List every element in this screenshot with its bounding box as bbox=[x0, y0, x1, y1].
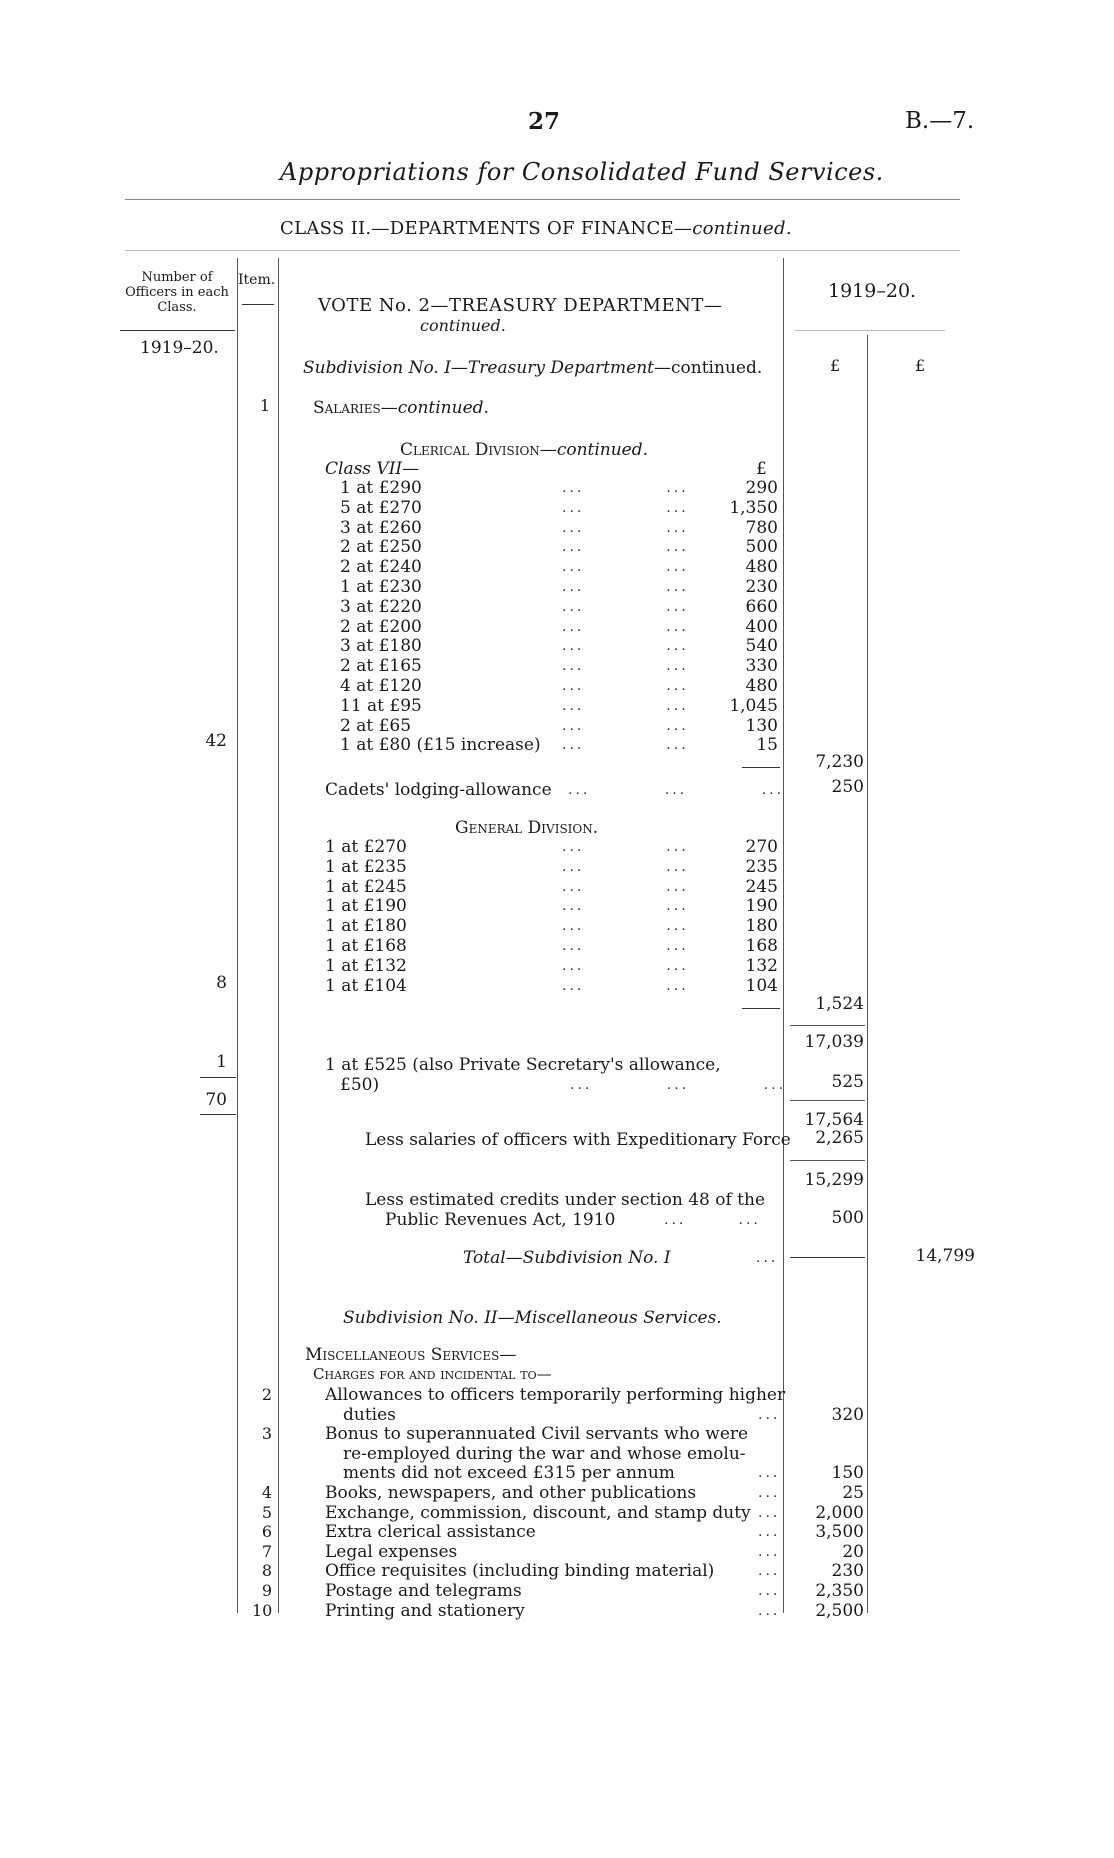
subdivision-1-heading: Subdivision No. I—Treasury Department—continued. bbox=[303, 358, 763, 378]
class-heading: CLASS II.—DEPARTMENTS OF FINANCE—continued. bbox=[280, 218, 792, 239]
vote-continued: continued. bbox=[420, 316, 506, 335]
misc-item-amount: 320 bbox=[831, 1404, 864, 1425]
clerical-row-label: 5 at £270 bbox=[340, 497, 422, 518]
leader-dots: ... ... bbox=[562, 977, 689, 994]
clerical-total: 7,230 bbox=[815, 752, 864, 772]
general-row-amount: 235 bbox=[745, 856, 778, 877]
clerical-row-amount: 400 bbox=[745, 616, 778, 637]
misc-item-number: 7 bbox=[261, 1541, 272, 1561]
total-officers-rule bbox=[200, 1114, 236, 1115]
clerical-row-label: 4 at £120 bbox=[340, 676, 422, 696]
leader-dots: ... ... bbox=[562, 918, 689, 935]
leader-dots: ... ... bbox=[562, 898, 689, 915]
misc-item-amount: 3,500 bbox=[815, 1522, 864, 1543]
total-subdivision-1-rule bbox=[790, 1257, 865, 1258]
private-secretary-officer-count: 1 bbox=[216, 1052, 227, 1072]
leader-dots: ... ... bbox=[562, 658, 689, 675]
salaries-heading: Salaries—continued. bbox=[313, 398, 489, 418]
misc-item-label: duties bbox=[343, 1404, 396, 1425]
misc-item-label: ments did not exceed £315 per annum bbox=[343, 1463, 675, 1484]
clerical-row-label: 2 at £200 bbox=[340, 616, 422, 637]
misc-item-label: Extra clerical assistance bbox=[325, 1522, 536, 1543]
misc-item-amount: 230 bbox=[831, 1561, 864, 1582]
misc-item-number: 9 bbox=[261, 1581, 272, 1600]
general-total-rule bbox=[742, 1008, 780, 1009]
clerical-division-heading: Clerical Division—continued. bbox=[400, 440, 649, 460]
misc-item-number: 2 bbox=[261, 1385, 272, 1404]
leader-dots: ... ... bbox=[562, 638, 689, 655]
misc-item-amount: 20 bbox=[842, 1541, 864, 1562]
total-subdivision-1-label: Total—Subdivision No. I bbox=[463, 1248, 671, 1268]
private-secretary-leader-dots: ... ... ... bbox=[570, 1077, 787, 1093]
leader-dots: ... ... bbox=[562, 858, 689, 875]
subtotal-2: 17,564 bbox=[804, 1110, 864, 1130]
leader-dots: ... bbox=[758, 1524, 781, 1541]
leader-dots: ... ... bbox=[562, 598, 689, 615]
misc-item-label: Printing and stationery bbox=[325, 1600, 525, 1621]
total-subdivision-1-amount: 14,799 bbox=[915, 1246, 975, 1266]
clerical-row-amount: 480 bbox=[745, 676, 778, 696]
misc-item-amount: 150 bbox=[831, 1463, 864, 1484]
clerical-row-label: 2 at £240 bbox=[340, 557, 422, 578]
general-row-label: 1 at £245 bbox=[325, 876, 407, 897]
general-row-amount: 190 bbox=[745, 896, 778, 917]
misc-item-number: 5 bbox=[261, 1502, 272, 1522]
leader-dots: ... ... bbox=[562, 697, 689, 714]
less-credits-leader-dots: ... ... bbox=[664, 1212, 761, 1228]
general-row-label: 1 at £180 bbox=[325, 916, 407, 937]
clerical-row-label: 1 at £290 bbox=[340, 478, 422, 498]
misc-item-amount: 2,000 bbox=[815, 1502, 864, 1523]
misc-item-number: 3 bbox=[261, 1424, 272, 1444]
clerical-row-label: 11 at £95 bbox=[340, 695, 422, 716]
clerical-row-label: 2 at £250 bbox=[340, 537, 422, 558]
clerical-row-amount: 480 bbox=[745, 557, 778, 578]
misc-item-label: re-employed during the war and whose emolu- bbox=[343, 1443, 746, 1464]
misc-item-amount: 2,500 bbox=[815, 1600, 864, 1621]
misc-services-heading: Miscellaneous Services— bbox=[305, 1345, 517, 1365]
private-secretary-rule bbox=[200, 1077, 236, 1078]
page-number: 27 bbox=[528, 108, 561, 135]
clerical-officer-count: 42 bbox=[205, 731, 227, 751]
class-rule bbox=[125, 250, 960, 251]
general-row-label: 1 at £104 bbox=[325, 975, 407, 996]
misc-item-label: Books, newspapers, and other publications bbox=[325, 1483, 697, 1503]
pound-sign-detail: £ bbox=[756, 459, 767, 479]
leader-dots: ... ... bbox=[562, 480, 689, 496]
header-rule-item bbox=[242, 304, 274, 305]
amount-column-line bbox=[783, 258, 784, 1613]
leader-dots: ... bbox=[758, 1465, 781, 1482]
subtotal-3-rule bbox=[790, 1160, 865, 1161]
leader-dots: ... ... bbox=[562, 579, 689, 595]
clerical-row-amount: 660 bbox=[745, 596, 778, 617]
clerical-row-amount: 540 bbox=[745, 636, 778, 657]
total-column-line bbox=[867, 335, 868, 1613]
misc-item-label: Office requisites (including binding material) bbox=[325, 1561, 715, 1582]
misc-item-label: Bonus to superannuated Civil servants who were bbox=[325, 1424, 749, 1445]
leader-dots: ... ... bbox=[562, 499, 689, 516]
misc-item-amount: 25 bbox=[842, 1483, 864, 1503]
title-rule bbox=[125, 199, 960, 200]
leader-dots: ... ... bbox=[562, 878, 689, 895]
general-row-label: 1 at £190 bbox=[325, 896, 407, 917]
subtotal-1: 17,039 bbox=[804, 1032, 864, 1052]
cadets-amount: 250 bbox=[831, 777, 864, 797]
leader-dots: ... ... bbox=[562, 938, 689, 954]
item-column-line bbox=[278, 258, 279, 1613]
clerical-row-label: 2 at £165 bbox=[340, 656, 422, 677]
misc-item-label: Allowances to officers temporarily performing higher bbox=[325, 1385, 786, 1405]
clerical-row-amount: 1,045 bbox=[729, 695, 778, 716]
private-secretary-line-2: £50) bbox=[340, 1075, 380, 1095]
leader-dots: ... bbox=[758, 1602, 781, 1619]
clerical-row-amount: 1,350 bbox=[729, 497, 778, 518]
less-expeditionary-amount: 2,265 bbox=[815, 1128, 864, 1148]
clerical-row-amount: 130 bbox=[745, 715, 778, 736]
leader-dots: ... bbox=[758, 1543, 781, 1560]
leader-dots: ... bbox=[758, 1583, 781, 1599]
clerical-row-label: 3 at £260 bbox=[340, 517, 422, 538]
general-row-amount: 245 bbox=[745, 876, 778, 897]
misc-item-number: 8 bbox=[261, 1561, 272, 1581]
clerical-total-rule bbox=[742, 767, 780, 768]
misc-item-label: Exchange, commission, discount, and stamp duty bbox=[325, 1502, 751, 1523]
general-total: 1,524 bbox=[815, 994, 864, 1014]
misc-item-label: Postage and telegrams bbox=[325, 1581, 522, 1601]
general-row-label: 1 at £132 bbox=[325, 955, 407, 976]
leader-dots: ... bbox=[758, 1563, 781, 1580]
leader-dots: ... ... bbox=[562, 737, 689, 754]
general-row-amount: 270 bbox=[745, 837, 778, 857]
misc-item-label: Legal expenses bbox=[325, 1541, 458, 1562]
leader-dots: ... ... bbox=[562, 839, 689, 855]
leader-dots: ... bbox=[758, 1485, 781, 1501]
subtotal-1-rule bbox=[790, 1025, 865, 1026]
document-reference: B.—7. bbox=[905, 108, 975, 134]
total-officer-count: 70 bbox=[205, 1090, 227, 1110]
clerical-row-label: 2 at £65 bbox=[340, 715, 412, 736]
leader-dots: ... ... bbox=[562, 717, 689, 734]
general-division-heading: General Division. bbox=[455, 818, 599, 838]
clerical-row-amount: 15 bbox=[756, 735, 778, 756]
clerical-row-amount: 330 bbox=[745, 656, 778, 677]
charges-heading: Charges for and incidental to— bbox=[313, 1365, 552, 1383]
pound-sign-amount: £ bbox=[830, 356, 841, 375]
leader-dots: ... ... bbox=[562, 559, 689, 576]
general-row-label: 1 at £270 bbox=[325, 837, 407, 857]
private-secretary-amount: 525 bbox=[831, 1072, 864, 1092]
clerical-row-amount: 500 bbox=[745, 537, 778, 558]
general-row-amount: 104 bbox=[745, 975, 778, 996]
less-credits-line-2: Public Revenues Act, 1910 bbox=[385, 1210, 616, 1230]
clerical-row-label: 1 at £80 (£15 increase) bbox=[340, 735, 541, 756]
general-row-amount: 132 bbox=[745, 955, 778, 976]
leader-dots: ... ... bbox=[562, 539, 689, 556]
item-column-header: Item. bbox=[238, 272, 276, 288]
general-row-label: 1 at £235 bbox=[325, 856, 407, 877]
general-row-label: 1 at £168 bbox=[325, 936, 407, 956]
subtotal-2-rule bbox=[790, 1100, 865, 1101]
clerical-row-amount: 780 bbox=[745, 517, 778, 538]
clerical-row-amount: 230 bbox=[745, 577, 778, 597]
subdivision-2-heading: Subdivision No. II—Miscellaneous Services. bbox=[343, 1308, 722, 1328]
class-vii-label: Class VII— bbox=[325, 459, 420, 479]
header-rule-left bbox=[120, 330, 235, 331]
leader-dots: ... ... bbox=[562, 519, 689, 536]
general-row-amount: 168 bbox=[745, 936, 778, 956]
pound-sign-total: £ bbox=[915, 356, 926, 375]
private-secretary-line-1: 1 at £525 (also Private Secretary's allowance, bbox=[325, 1055, 721, 1075]
misc-item-number: 10 bbox=[252, 1600, 273, 1620]
officers-column-header: Number of Officers in each Class. bbox=[125, 270, 229, 315]
leader-dots: ... ... bbox=[562, 957, 689, 974]
leader-dots: ... ... bbox=[562, 678, 689, 694]
amount-year-label: 1919–20. bbox=[828, 280, 917, 302]
page-title: Appropriations for Consolidated Fund Services. bbox=[280, 158, 884, 186]
less-credits-line-1: Less estimated credits under section 48 of the bbox=[365, 1190, 766, 1210]
total-leader-dots: ... bbox=[756, 1250, 779, 1266]
leader-dots: ... bbox=[758, 1406, 781, 1423]
cadets-label: Cadets' lodging-allowance bbox=[325, 780, 552, 800]
clerical-row-amount: 290 bbox=[745, 478, 778, 498]
vote-title: VOTE No. 2—TREASURY DEPARTMENT— bbox=[318, 295, 723, 316]
leader-dots: ... bbox=[758, 1504, 781, 1521]
officers-year-label: 1919–20. bbox=[140, 338, 219, 358]
clerical-row-label: 3 at £220 bbox=[340, 596, 422, 617]
clerical-row-label: 1 at £230 bbox=[340, 577, 422, 597]
item-number: 1 bbox=[259, 396, 270, 415]
less-expeditionary-label: Less salaries of officers with Expeditionary Force bbox=[365, 1130, 791, 1150]
misc-item-amount: 2,350 bbox=[815, 1581, 864, 1601]
less-credits-amount: 500 bbox=[831, 1208, 864, 1228]
general-row-amount: 180 bbox=[745, 916, 778, 937]
misc-item-number: 6 bbox=[261, 1522, 272, 1542]
leader-dots: ... ... bbox=[562, 618, 689, 635]
general-officer-count: 8 bbox=[216, 973, 227, 993]
clerical-row-label: 3 at £180 bbox=[340, 636, 422, 657]
subtotal-3: 15,299 bbox=[804, 1170, 864, 1190]
officers-column-line bbox=[237, 258, 238, 1613]
cadets-leader-dots: ... ... ... bbox=[568, 782, 785, 798]
header-rule-right bbox=[795, 330, 945, 331]
misc-item-number: 4 bbox=[261, 1483, 272, 1502]
